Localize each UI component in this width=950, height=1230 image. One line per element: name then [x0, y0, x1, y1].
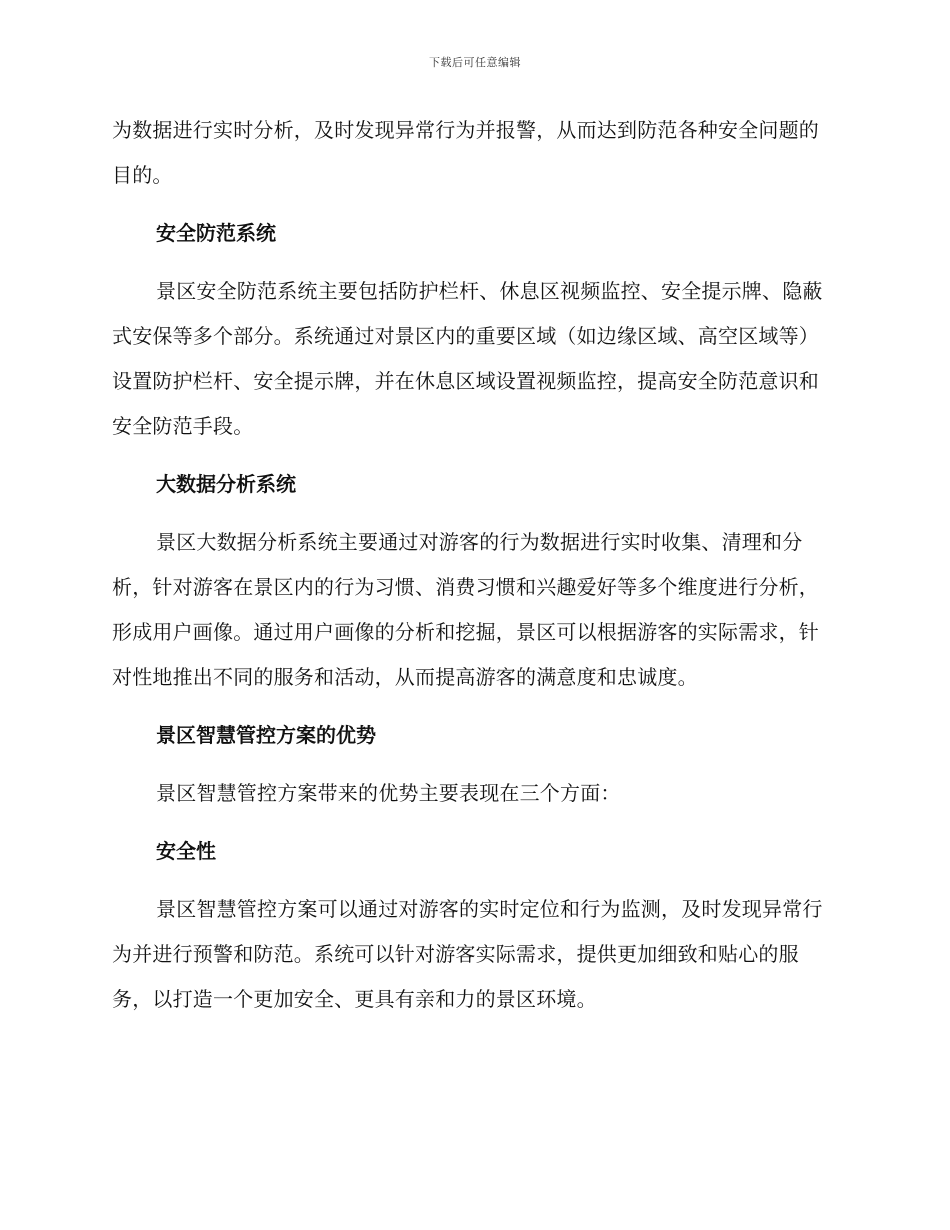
page-header: 下载后可任意编辑	[429, 56, 521, 69]
heading-safety: 安全性	[156, 839, 216, 863]
paragraph-safety: 景区智慧管控方案可以通过对游客的实时定位和行为监测，及时发现异常行为并进行预警和防范。系统可以针对游客实际需求，提供更加细致和贴心的服务，以打造一个更加安全、更具有亲和力的景区环境。	[112, 897, 823, 1011]
heading-bigdata-system: 大数据分析系统	[156, 472, 296, 496]
heading-security-system: 安全防范系统	[156, 221, 276, 245]
paragraph-bigdata-system: 景区大数据分析系统主要通过对游客的行为数据进行实时收集、清理和分析，针对游客在景区内的行为习惯、消费习惯和兴趣爱好等多个维度进行分析，形成用户画像。通过用户画像的分析和挖掘，景区可以根据游客的实际需求，针对性地推出不同的服务和活动，从而提高游客的满意度和忠诚度。	[112, 530, 819, 689]
document-body	[112, 108, 836, 1022]
paragraph-security-system: 景区安全防范系统主要包括防护栏杆、休息区视频监控、安全提示牌、隐蔽式安保等多个部分。系统通过对景区内的重要区域（如边缘区域、高空区域等）设置防护栏杆、安全提示牌，并在休息区域设置视频监控，提高安全防范意识和安全防范手段。	[112, 279, 823, 438]
paragraph-advantages: 景区智慧管控方案带来的优势主要表现在三个方面：	[156, 781, 621, 805]
heading-advantages: 景区智慧管控方案的优势	[156, 723, 376, 747]
paragraph-intro: 为数据进行实时分析，及时发现异常行为并报警，从而达到防范各种安全问题的目的。	[112, 118, 819, 187]
